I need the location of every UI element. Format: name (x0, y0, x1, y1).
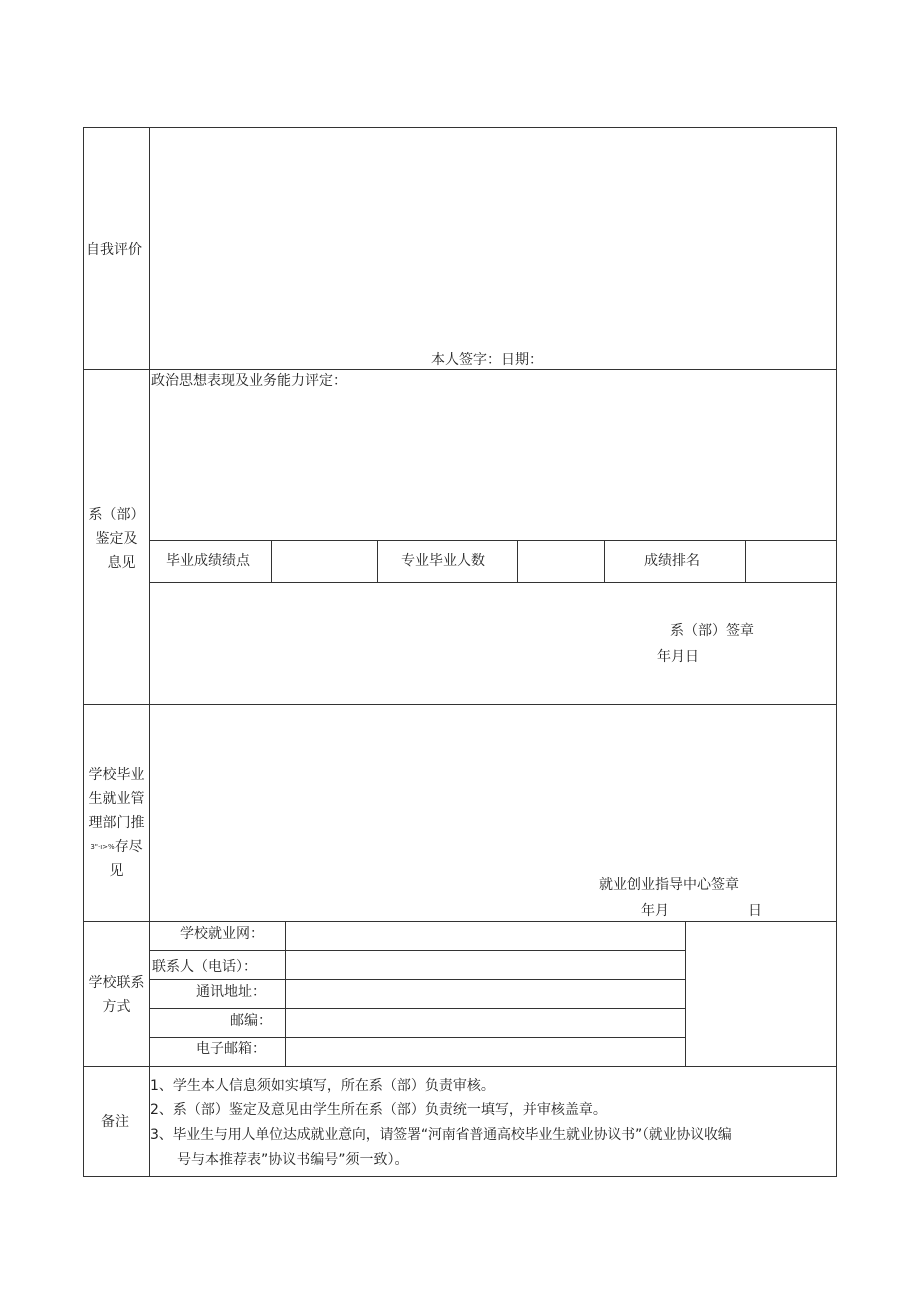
office-label-rest: 存尽 (114, 839, 143, 855)
stats-row-top (149, 540, 837, 541)
dept-label-line: 鉴定及 (95, 531, 138, 547)
grad-count-label: 专业毕业人数 (401, 553, 485, 569)
dept-date-label: 年月日 (657, 649, 699, 665)
section-divider (83, 1066, 837, 1067)
dept-stamp-label: 系（部）签章 (670, 623, 754, 639)
postcode-field[interactable] (286, 1009, 684, 1036)
grad-count-value-cell[interactable] (518, 541, 603, 581)
remark-item: 号与本推荐表”协议书编号”须一致）。 (177, 1152, 409, 1168)
office-opinion-area[interactable] (150, 705, 836, 870)
section-divider (83, 369, 837, 370)
dept-label-line: 息见 (107, 555, 136, 571)
dept-eval-prompt: 政治思想表现及业务能力评定： (151, 373, 347, 389)
contact-label-line: 方式 (102, 999, 131, 1015)
employment-website-field[interactable] (286, 922, 684, 949)
employment-website-label: 学校就业网： (180, 926, 264, 942)
self-signature-line: 本人签字：日期： (431, 352, 543, 368)
email-field[interactable] (286, 1038, 684, 1065)
address-label: 通讯地址： (196, 984, 266, 1000)
rank-label: 成绩排名 (644, 553, 700, 569)
office-label-line: 学校毕业 (88, 767, 145, 783)
office-label-line (84, 835, 149, 859)
garbled-glyph: 3"⋅ı>% (90, 843, 115, 851)
address-field[interactable] (286, 980, 684, 1007)
dept-eval-area[interactable] (150, 392, 836, 539)
remark-item: 1、学生本人信息须如实填写，所在系（部）负责审核。 (150, 1078, 495, 1094)
table-bottom-border (83, 1176, 837, 1177)
office-date-day: 日 (748, 903, 762, 919)
stats-cell-divider (377, 540, 378, 582)
office-label (84, 763, 149, 883)
remark-item: 3、毕业生与用人单位达成就业意向，请签署“河南省普通高校毕业生就业协议书”（就业协议收编 (150, 1127, 732, 1143)
contact-extra-cell[interactable] (686, 922, 836, 1066)
postcode-label: 邮编： (230, 1013, 272, 1029)
remarks-label: 备注 (101, 1114, 129, 1130)
remark-item: 2、系（部）鉴定及意见由学生所在系（部）负责统一填写，并审核盖章。 (150, 1102, 607, 1118)
rank-value-cell[interactable] (746, 541, 836, 581)
table-left-border (83, 127, 84, 1177)
self-eval-area[interactable] (150, 128, 836, 369)
office-date-year-month: 年月 (641, 903, 669, 919)
contact-label (84, 971, 149, 1019)
office-label-line: 见 (109, 863, 124, 879)
stats-cell-divider (604, 540, 605, 582)
gpa-value-cell[interactable] (272, 541, 376, 581)
contact-label-line: 学校联系 (88, 975, 145, 991)
gpa-label: 毕业成绩绩点 (166, 553, 250, 569)
office-label-line: 理部门推 (88, 815, 145, 831)
contact-person-label: 联系人（电话）： (152, 959, 257, 975)
stats-row-bottom (149, 582, 837, 583)
table-right-border (836, 127, 837, 1177)
office-label-line: 生就业管 (88, 791, 145, 807)
dept-label-line: 系（部） (88, 507, 145, 523)
dept-label (84, 503, 149, 575)
office-stamp-label: 就业创业指导中心签章 (599, 877, 739, 893)
self-eval-label: 自我评价 (86, 242, 142, 258)
email-label: 电子邮箱： (196, 1041, 266, 1057)
contact-person-field[interactable] (286, 951, 684, 978)
